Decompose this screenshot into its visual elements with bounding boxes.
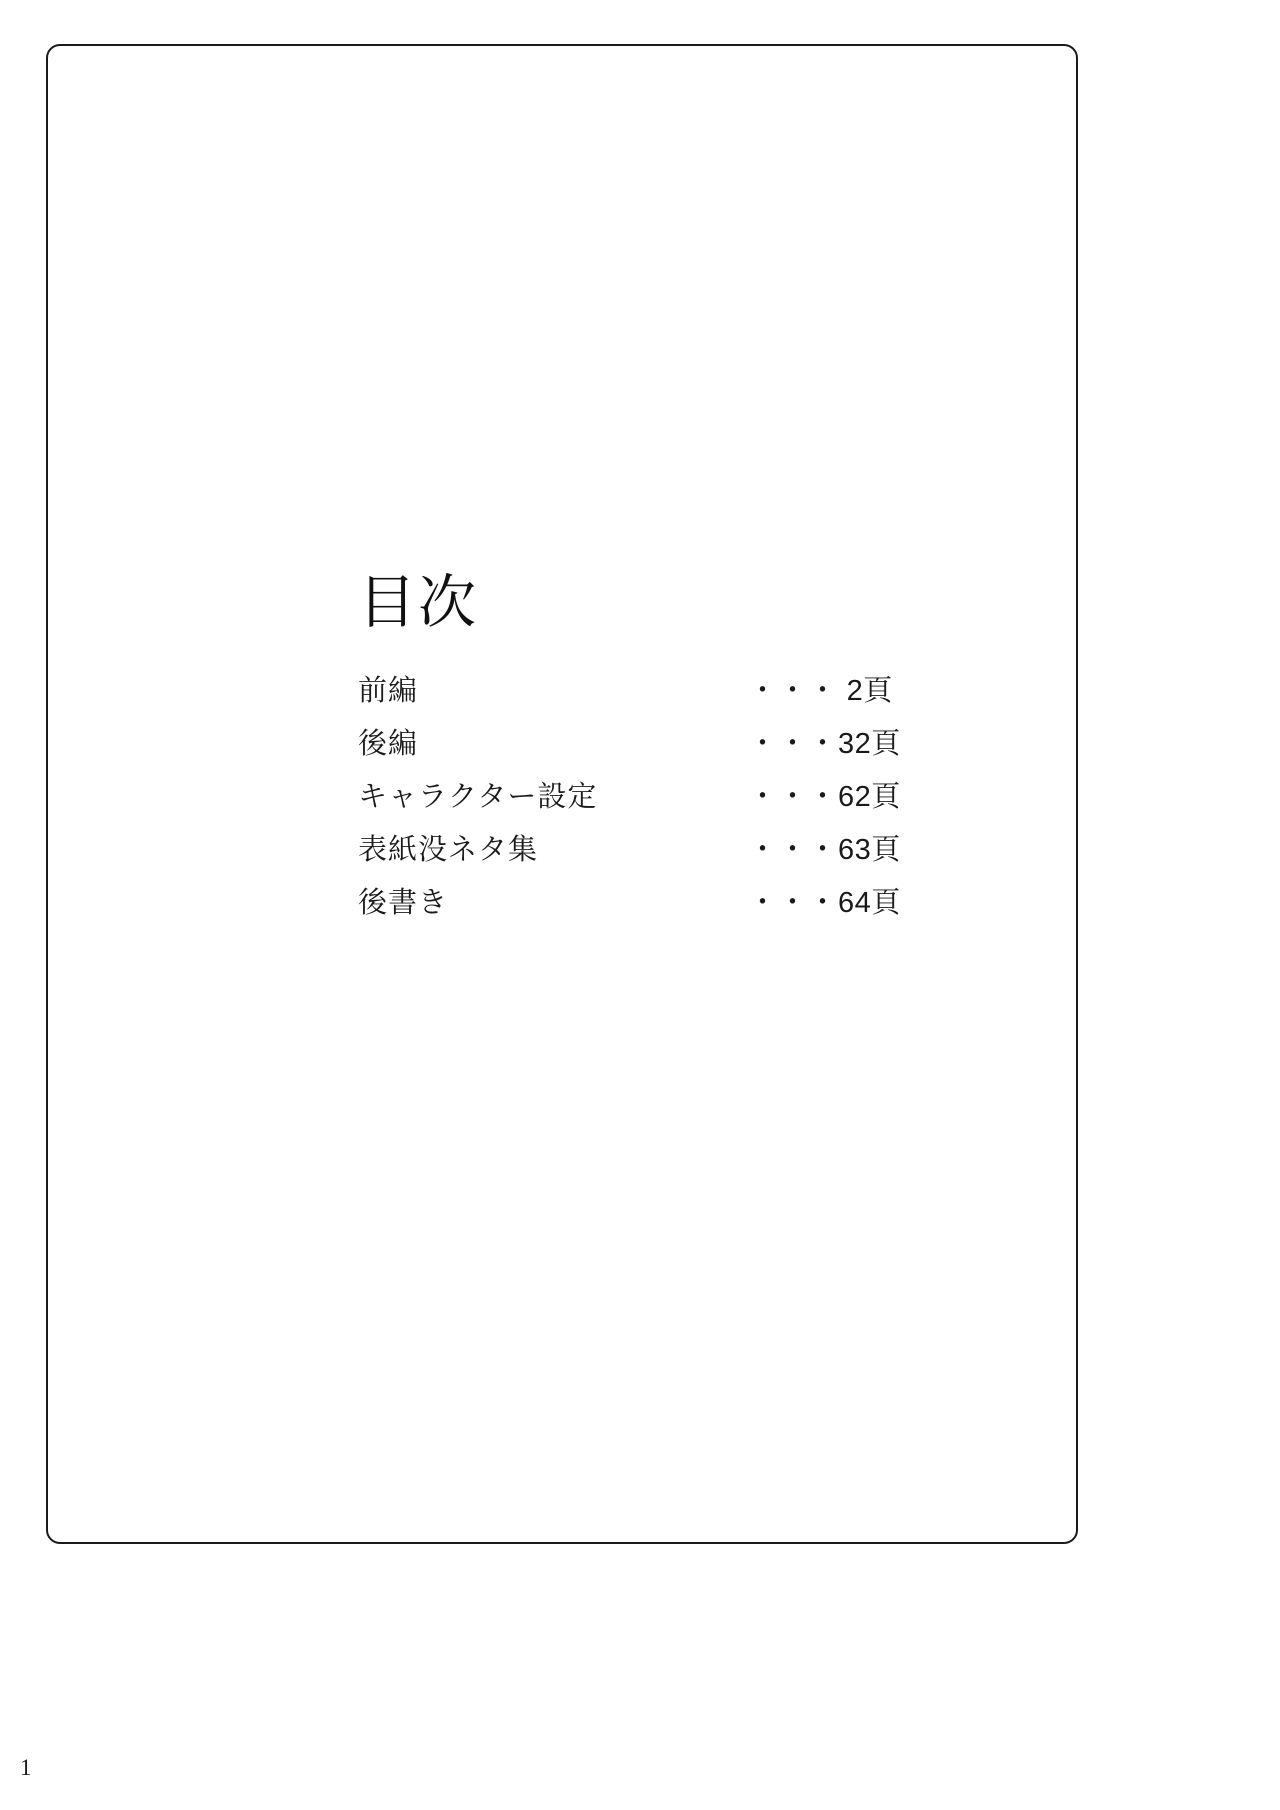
toc-entry-label: 後書き	[358, 886, 449, 919]
toc-entry-leader: ・・・	[748, 674, 839, 707]
toc-entry-label: 前編	[358, 674, 419, 707]
list-item	[358, 780, 978, 813]
list-item	[358, 833, 978, 866]
toc-entry-leader: ・・・	[748, 886, 839, 919]
toc-entry-label: 表紙没ネタ集	[358, 833, 539, 866]
toc-entry-leader: ・・・	[748, 780, 839, 813]
toc-entry-leader: ・・・	[748, 833, 839, 866]
toc-entry-label: 後編	[358, 727, 419, 760]
page-border	[46, 44, 1078, 1544]
list-item	[358, 886, 978, 919]
toc-list	[358, 674, 978, 919]
table-of-contents	[358, 571, 978, 942]
toc-entry-page: 2頁	[838, 674, 893, 707]
page-title: 目次	[358, 570, 479, 635]
toc-entry-page: 63頁	[838, 833, 901, 866]
list-item	[358, 727, 978, 760]
list-item	[358, 674, 978, 707]
toc-entry-label: キャラクター設定	[358, 780, 598, 813]
toc-entry-page: 32頁	[838, 727, 901, 760]
page-number: 1	[20, 1755, 32, 1780]
toc-entry-leader: ・・・	[748, 727, 839, 760]
toc-entry-page: 64頁	[838, 886, 901, 919]
toc-entry-page: 62頁	[838, 780, 901, 813]
